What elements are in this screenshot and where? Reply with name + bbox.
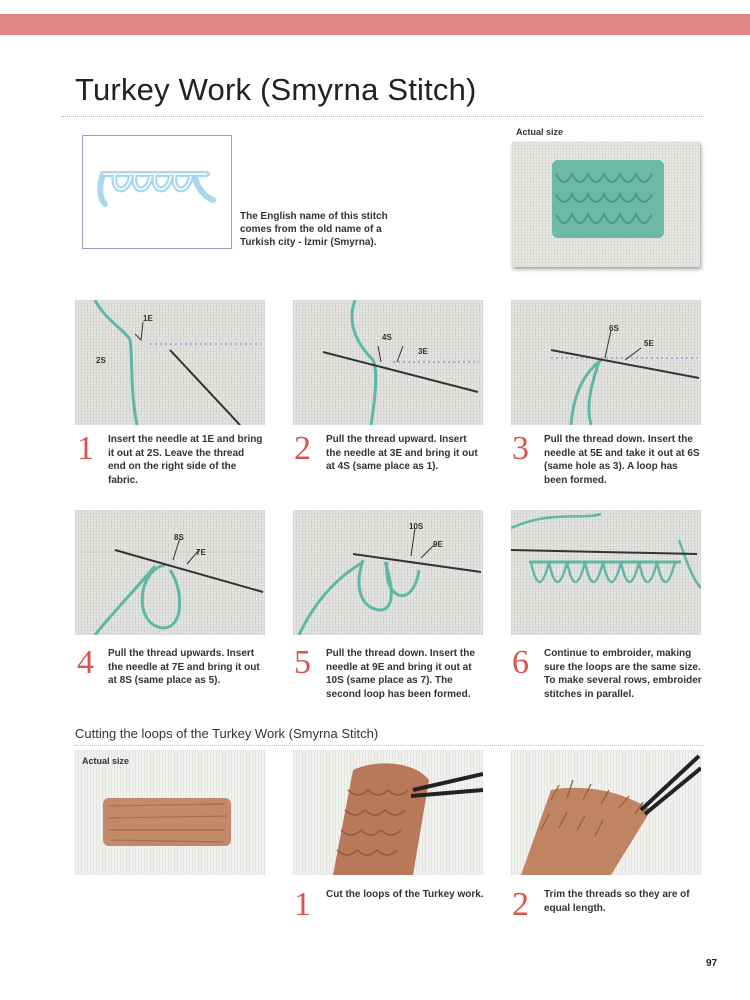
step-2-number: 2 xyxy=(294,430,311,467)
step-4-text: Pull the thread upwards. Insert the needle at 7E and bring it out at 8S (same place as 5). xyxy=(108,648,260,686)
step-1-label-a: 1E xyxy=(143,314,153,323)
page-number: 97 xyxy=(706,958,718,969)
step-6-photo xyxy=(511,510,701,635)
step-1-label-b: 2S xyxy=(96,356,106,365)
page-title: Turkey Work (Smyrna Stitch) xyxy=(75,72,477,107)
actual-size-photo xyxy=(512,142,700,267)
step-5-photo xyxy=(293,510,483,635)
step-6-text: Continue to embroider, making sure the loops are the same size. To make several rows, embroider stitches in parallel. xyxy=(544,648,702,700)
step-2-photo xyxy=(293,300,483,425)
cut-actual-size-label: Actual size xyxy=(82,756,130,766)
step-4-label-b: 7E xyxy=(196,548,206,557)
step-4-number: 4 xyxy=(77,644,94,681)
intro-text: The English name of this stitch comes from the old name of a Turkish city - İzmir (Smyrna). xyxy=(240,211,388,248)
step-3-label-b: 5E xyxy=(644,339,654,348)
step-1-number: 1 xyxy=(77,430,94,467)
step-5-label-b: 9E xyxy=(433,540,443,549)
title-divider xyxy=(62,116,704,117)
step-1-text: Insert the needle at 1E and bring it out at 2S. Leave the thread end on the right side of the fabric. xyxy=(108,434,263,486)
step-3-photo xyxy=(511,300,701,425)
step-5-label-a: 10S xyxy=(409,522,424,531)
cut-step-1-number: 1 xyxy=(294,886,311,923)
step-5-text: Pull the thread down. Insert the needle at 9E and bring it out at 10S (same place as 7). The second loop has been formed. xyxy=(326,648,475,700)
step-2-text: Pull the thread upward. Insert the needle at 3E and bring it out at 4S (same place as 1). xyxy=(326,434,478,472)
cut-step-1-photo xyxy=(293,750,483,875)
actual-size-label: Actual size xyxy=(516,127,564,137)
step-6-number: 6 xyxy=(512,644,529,681)
section-divider xyxy=(75,745,703,746)
step-5-number: 5 xyxy=(294,644,311,681)
header-color-band xyxy=(0,14,750,35)
step-3-label-a: 6S xyxy=(609,324,619,333)
cut-actual-size-photo xyxy=(75,750,265,875)
cut-step-2-text: Trim the threads so they are of equal length. xyxy=(544,889,690,914)
cutting-section-title: Cutting the loops of the Turkey Work (Smyrna Stitch) xyxy=(75,726,379,741)
step-4-photo xyxy=(75,510,265,635)
step-2-label-b: 3E xyxy=(418,347,428,356)
step-2-label-a: 4S xyxy=(382,333,392,342)
cut-step-2-number: 2 xyxy=(512,886,529,923)
stitch-diagram xyxy=(82,135,232,249)
step-3-text: Pull the thread down. Insert the needle at 5E and take it out at 6S (same hole as 3). A loop has been formed. xyxy=(544,434,700,486)
cut-step-2-photo xyxy=(511,750,701,875)
step-3-number: 3 xyxy=(512,430,529,467)
step-4-label-a: 8S xyxy=(174,533,184,542)
cut-step-1-text: Cut the loops of the Turkey work. xyxy=(326,889,484,900)
